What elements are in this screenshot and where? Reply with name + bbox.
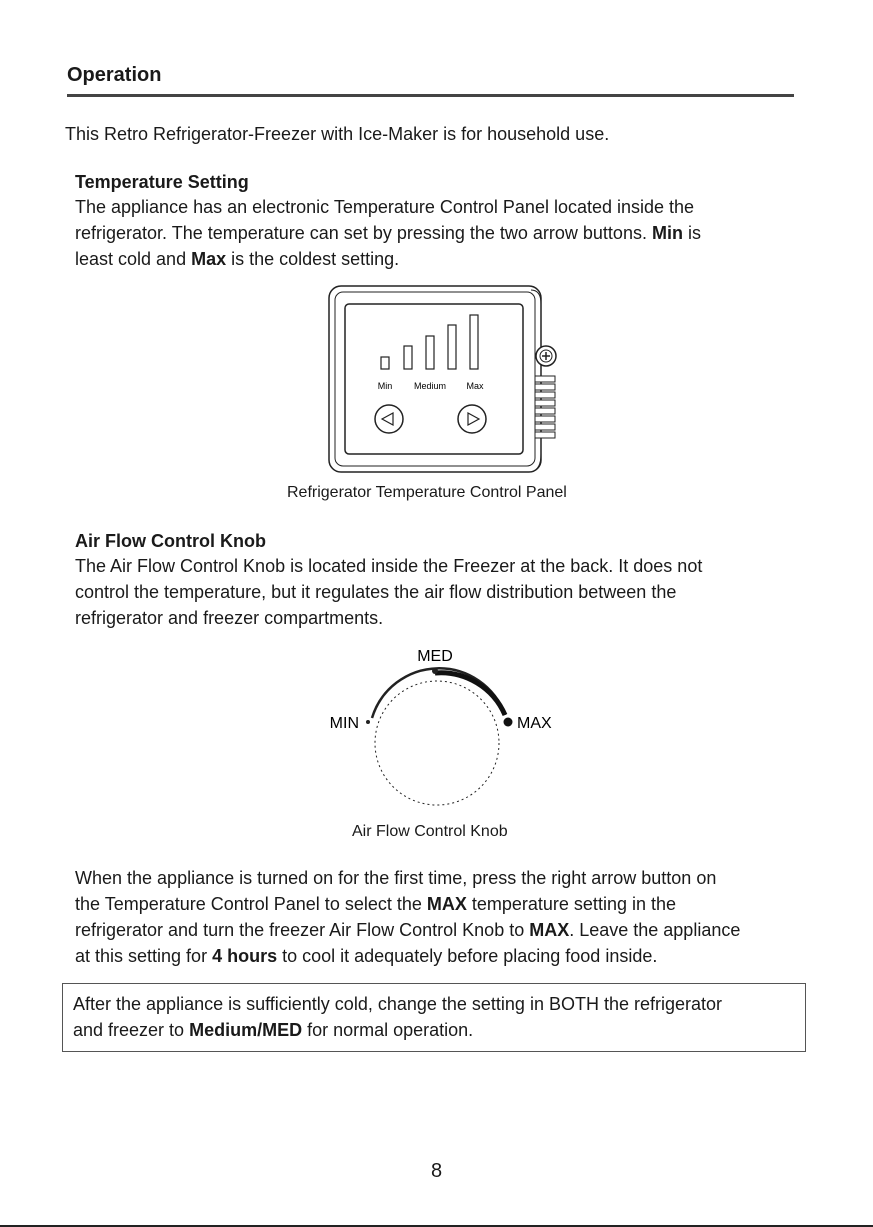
right-arrow-button[interactable] [458,405,486,433]
temperature-line-1: The appliance has an electronic Temperature Control Panel located inside the [75,197,695,217]
panel-label-max: Max [466,381,484,391]
level-bar-4 [448,325,456,369]
first-use-line-1: When the appliance is turned on for the first time, press the right arrow button on [75,868,717,888]
knob-setting-arc [372,668,505,718]
level-bar-2 [404,346,412,369]
first-use-line-4: at this setting for 4 hours to cool it adequately before placing food inside. [75,946,658,966]
note-line-1: After the appliance is sufficiently cold, change the setting in BOTH the refrigerator [73,994,723,1014]
panel-label-min: Min [377,381,393,391]
panel-display [345,304,523,454]
airflow-line-2: control the temperature, but it regulates the air flow distribution between the [75,582,677,602]
level-bar-1 [381,357,389,369]
left-arrow-button[interactable] [375,405,403,433]
knob-dial [375,681,499,805]
temperature-line-2: refrigerator. The temperature can set by pressing the two arrow buttons. Min is [75,223,701,243]
intro-text: This Retro Refrigerator-Freezer with Ice-Maker is for household use. [65,124,610,144]
page-number: 8 [430,1160,443,1182]
vent-slots-icon [535,376,555,438]
airflow-title: Air Flow Control Knob [75,531,266,551]
knob-med-dot [432,668,438,674]
airflow-knob-caption: Air Flow Control Knob [352,823,508,840]
normal-operation-note-box [62,983,806,1052]
knob-label-max: MAX [517,715,552,732]
temperature-line-3: least cold and Max is the coldest setting. [75,249,400,269]
airflow-line-1: The Air Flow Control Knob is located inside the Freezer at the back. It does not [75,556,703,576]
panel-inner-frame [335,292,535,466]
level-bar-5 [470,315,478,369]
knob-label-med: MED [417,648,453,665]
mounting-screw-icon [536,346,556,366]
airflow-section [75,531,702,631]
first-use-line-3: refrigerator and turn the freezer Air Flow Control Knob to MAX. Leave the appliance [75,920,741,940]
panel-label-medium: Medium [413,381,447,391]
knob-label-min: MIN [329,715,359,732]
knob-max-dot [504,718,513,727]
heading-rule [67,94,794,97]
first-use-section [75,865,740,969]
air-flow-knob-illustration [320,640,570,815]
page-heading: Operation [67,64,162,86]
level-bar-3 [426,336,434,369]
temperature-section [75,172,701,272]
airflow-line-3: refrigerator and freezer compartments. [75,608,384,628]
note-line-2: and freezer to Medium/MED for normal operation. [73,1020,474,1040]
knob-min-dot [366,720,370,724]
temperature-panel-caption: Refrigerator Temperature Control Panel [287,484,567,501]
temperature-control-panel-illustration [325,284,565,476]
first-use-line-2: the Temperature Control Panel to select the MAX temperature setting in the [75,894,676,914]
temperature-title: Temperature Setting [75,172,249,192]
panel-outer-frame [329,286,541,472]
